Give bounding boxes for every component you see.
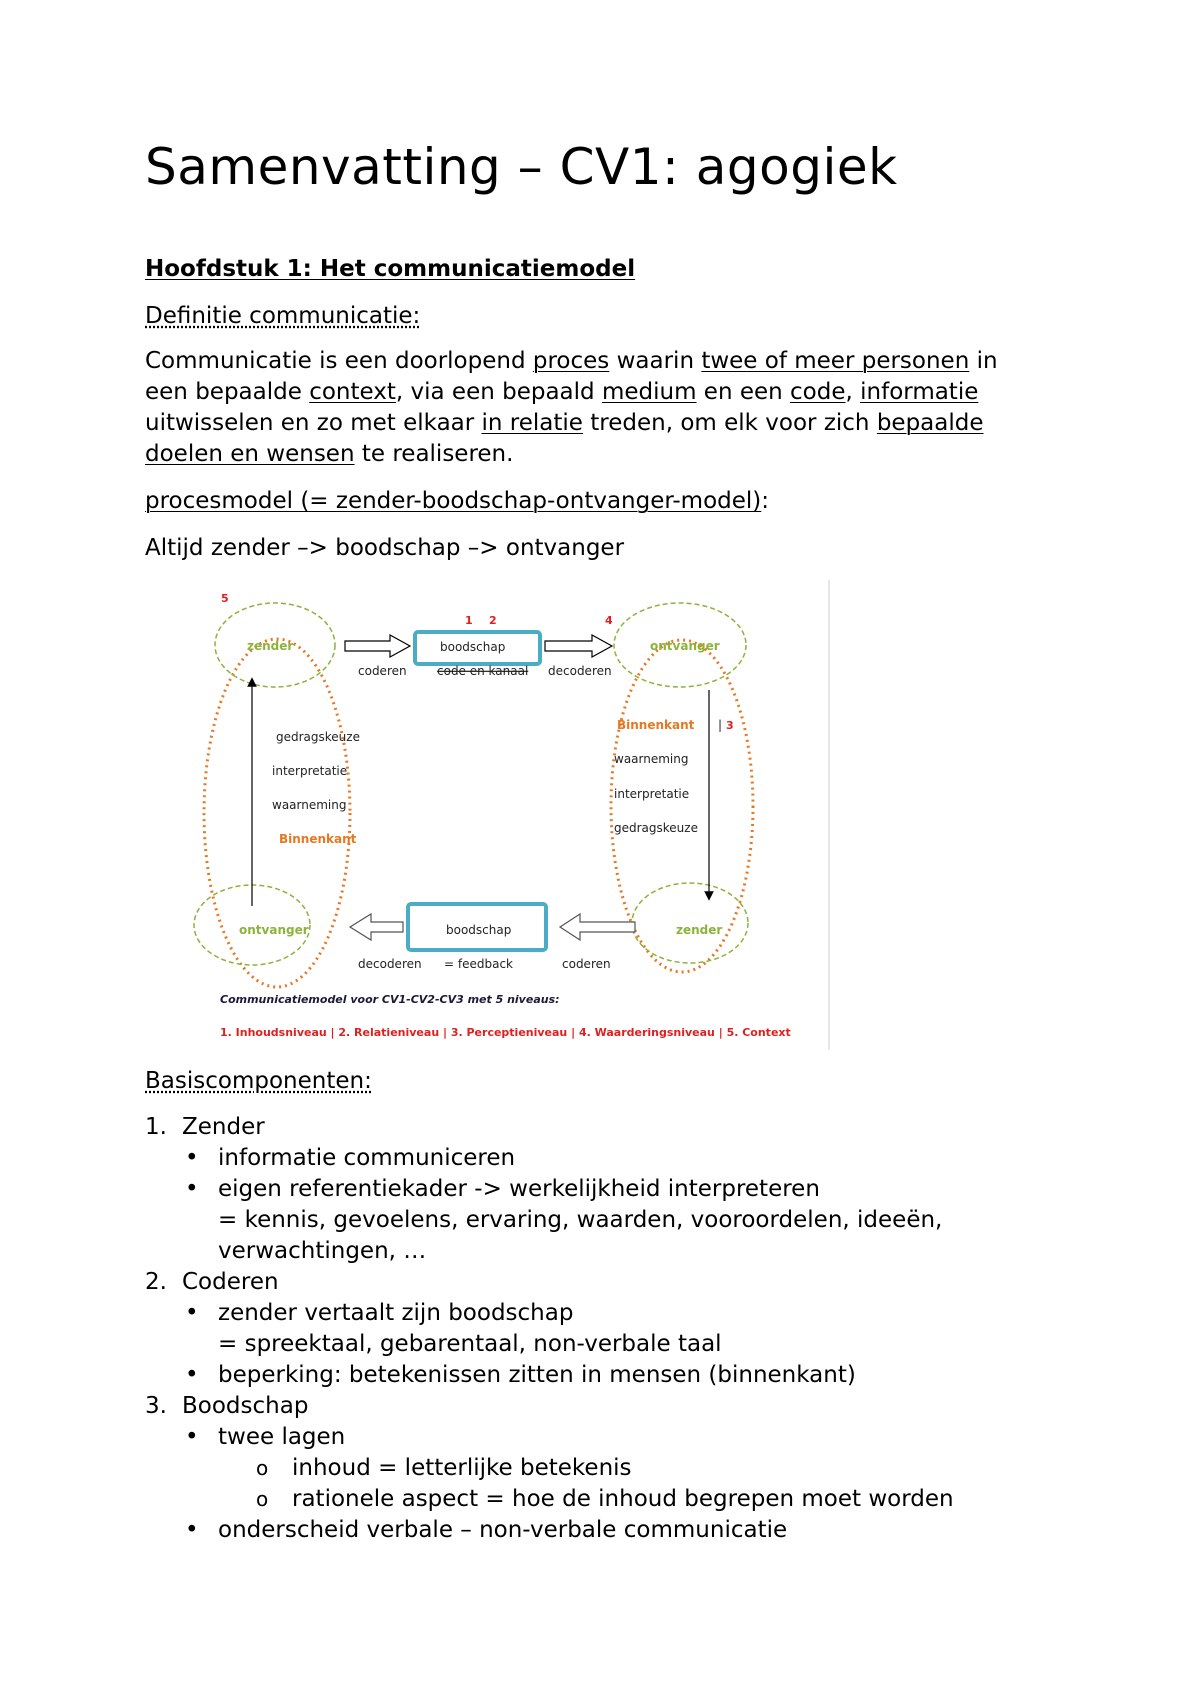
bullet-icon: •	[185, 1362, 199, 1388]
list-number: 1.	[145, 1114, 167, 1140]
definition-line-2	[145, 377, 1075, 408]
code-kanaal-label: code en kanaal	[437, 664, 529, 678]
text-run: en een	[696, 379, 791, 405]
definition-line-3	[145, 408, 1075, 439]
left-interpretatie-label: interpretatie	[272, 764, 348, 778]
list-number: 2.	[145, 1269, 167, 1295]
list-number: 3.	[145, 1393, 167, 1419]
diagram-levels: 1. Inhoudsniveau | 2. Relatieniveau | 3. Perceptieniveau | 4. Waarderingsniveau | 5. Context	[220, 1026, 791, 1039]
underlined-term: proces	[532, 348, 610, 374]
chapter-heading: Hoofdstuk 1: Het communicatiemodel	[145, 256, 636, 282]
level-4-number: 4	[605, 614, 613, 627]
underlined-term: code	[790, 379, 846, 405]
binnenkant-divider: |	[718, 718, 723, 732]
bullet-text: informatie communiceren	[218, 1145, 516, 1171]
definition-paragraph	[145, 346, 1075, 470]
text-run: een bepaalde	[145, 379, 310, 405]
underlined-term: bepaalde	[876, 410, 984, 436]
ontvanger-bottom-label: ontvanger	[239, 923, 309, 937]
bullet-text: zender vertaalt zijn boodschap	[218, 1300, 574, 1326]
communication-model-diagram	[190, 578, 830, 1053]
level-2-number: 2	[489, 614, 497, 627]
circle-bullet-icon: o	[256, 1487, 269, 1511]
bullet-text: onderscheid verbale – non-verbale communicatie	[218, 1517, 788, 1543]
bullet-continuation: verwachtingen, …	[218, 1238, 427, 1264]
zender-bottom-label: zender	[676, 923, 723, 937]
definition-line-4	[145, 439, 1075, 470]
boodschap-bottom-label: boodschap	[446, 923, 512, 937]
page-title: Samenvatting – CV1: agogiek	[145, 138, 898, 196]
right-gedragskeuze-label: gedragskeuze	[614, 821, 698, 835]
underlined-term: informatie	[860, 379, 979, 405]
definition-line-1	[145, 346, 1075, 377]
list-item-label: Zender	[182, 1114, 265, 1140]
coderen-top-label: coderen	[358, 664, 407, 678]
feedback-label: = feedback	[444, 957, 513, 971]
list-item-label: Coderen	[182, 1269, 279, 1295]
procesmodel-label: procesmodel (= zender-boodschap-ontvanger-model)	[145, 488, 762, 514]
underlined-term: doelen en wensen	[145, 441, 355, 467]
text-run: treden, om elk voor zich	[582, 410, 877, 436]
bullet-continuation: = spreektaal, gebarentaal, non-verbale taal	[218, 1331, 722, 1357]
decoderen-bottom-arrow	[350, 914, 403, 940]
figure-right-border	[828, 580, 830, 1050]
left-waarneming-label: waarneming	[272, 798, 347, 812]
bullet-icon: •	[185, 1300, 199, 1326]
underlined-term: in relatie	[481, 410, 583, 436]
decoderen-top-arrow	[545, 635, 612, 657]
coderen-bottom-label: coderen	[562, 957, 611, 971]
diagram-caption: Communicatiemodel voor CV1-CV2-CV3 met 5 niveaus:	[220, 993, 560, 1006]
coderen-top-arrow	[345, 635, 410, 657]
bullet-text: eigen referentiekader -> werkelijkheid interpreteren	[218, 1176, 820, 1202]
list-item-label: Boodschap	[182, 1393, 309, 1419]
bullet-icon: •	[185, 1424, 199, 1450]
procesmodel-heading	[145, 486, 769, 517]
decoderen-top-label: decoderen	[548, 664, 612, 678]
bullet-icon: •	[185, 1145, 199, 1171]
decoderen-bottom-label: decoderen	[358, 957, 422, 971]
level-5-number: 5	[221, 592, 229, 605]
text-run: te realiseren.	[354, 441, 514, 467]
bullet-text: beperking: betekenissen zitten in mensen (binnenkant)	[218, 1362, 856, 1388]
right-binnenkant-label: Binnenkant	[617, 718, 695, 732]
text-run: ,	[845, 379, 861, 405]
sub-bullet-text: inhoud = letterlijke betekenis	[292, 1455, 632, 1481]
bullet-icon: •	[185, 1176, 199, 1202]
coderen-bottom-arrow	[560, 914, 635, 940]
underlined-term: medium	[601, 379, 697, 405]
text-run: waarin	[609, 348, 702, 374]
right-interpretatie-label: interpretatie	[614, 787, 690, 801]
text-run: , via een bepaald	[395, 379, 602, 405]
underlined-term: context	[309, 379, 396, 405]
sub-bullet-text: rationele aspect = hoe de inhoud begrepen moet worden	[292, 1486, 954, 1512]
zender-top-label: zender	[247, 639, 294, 653]
left-gedragskeuze-label: gedragskeuze	[276, 730, 360, 744]
boodschap-top-label: boodschap	[440, 640, 506, 654]
bullet-icon: •	[185, 1517, 199, 1543]
circle-bullet-icon: o	[256, 1456, 269, 1480]
level-3-number: 3	[726, 719, 734, 732]
underlined-term: twee of meer personen	[701, 348, 970, 374]
basiscomponenten-heading: Basiscomponenten:	[145, 1068, 372, 1094]
left-binnenkant-label: Binnenkant	[279, 832, 357, 846]
communication-model-figure	[190, 578, 830, 1053]
text-run: uitwisselen en zo met elkaar	[145, 410, 482, 436]
level-1-number: 1	[465, 614, 473, 627]
bullet-text: twee lagen	[218, 1424, 346, 1450]
bullet-continuation: = kennis, gevoelens, ervaring, waarden, vooroordelen, ideeën,	[218, 1207, 943, 1233]
text-run: Communicatie is een doorlopend	[145, 348, 533, 374]
text-run: in	[969, 348, 998, 374]
right-waarneming-label: waarneming	[614, 752, 689, 766]
ontvanger-top-label: ontvanger	[650, 639, 720, 653]
definition-heading: Definitie communicatie:	[145, 303, 421, 329]
text-run: :	[761, 488, 770, 514]
process-sequence: Altijd zender –> boodschap –> ontvanger	[145, 535, 625, 561]
